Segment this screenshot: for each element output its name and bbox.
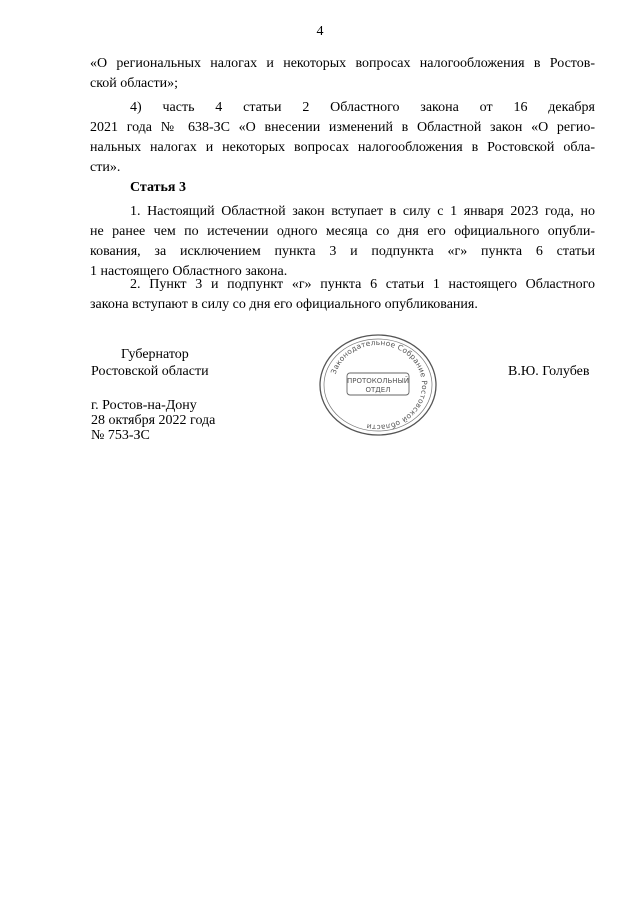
text-line: закона вступают в силу со дня его официального опубликования. <box>90 297 478 312</box>
page-number: 4 <box>316 24 324 39</box>
text-line: ской области»; <box>90 76 178 91</box>
seal-stamp <box>317 333 439 437</box>
text-line: 4) часть 4 статьи 2 Областного закона от 16 декабря <box>130 100 595 115</box>
place-of-signing: г. Ростов-на-Дону <box>91 398 197 413</box>
text-line: 2021 года № 638-ЗС «О внесении изменений в Областной закон «О регио- <box>90 120 595 135</box>
signing-date: 28 октября 2022 года <box>91 413 216 428</box>
text-line: кования, за исключением пункта 3 и подпункта «г» пункта 6 статьи <box>90 244 595 259</box>
text-line: 1 настоящего Областного закона. <box>90 264 288 279</box>
stamp-center-line2: ОТДЕЛ <box>365 386 391 394</box>
text-line: «О региональных налогах и некоторых вопросах налогообложения в Ростов- <box>90 56 595 71</box>
signatory-title-line1: Губернатор <box>121 347 189 362</box>
stamp-center-line1: ПРОТОКОЛЬНЫЙ <box>346 377 410 385</box>
text-line: 2. Пункт 3 и подпункт «г» пункта 6 статьи 1 настоящего Областного <box>130 277 595 292</box>
text-line: 1. Настоящий Областной закон вступает в силу с 1 января 2023 года, но <box>130 204 595 219</box>
text-line: нальных налогах и некоторых вопросах налогообложения в Ростовской обла- <box>90 140 595 155</box>
article-heading: Статья 3 <box>130 180 186 195</box>
signatory-title-line2: Ростовской области <box>91 364 209 379</box>
article-3-paragraph-2 <box>90 275 595 315</box>
text-line: не ранее чем по истечении одного месяца со дня его официального опубли- <box>90 224 595 239</box>
svg-text:Законодательное Собрание Росто <box>329 338 429 432</box>
article-3-paragraph-1 <box>90 202 595 282</box>
text-line: сти». <box>90 160 121 175</box>
stamp-ring-text: Законодательное Собрание Ростовской области <box>328 337 430 433</box>
paragraph-item-4 <box>90 98 595 178</box>
law-number: № 753-ЗС <box>91 428 150 443</box>
paragraph-continuation <box>90 54 595 94</box>
signatory-name: В.Ю. Голубев <box>508 364 590 379</box>
